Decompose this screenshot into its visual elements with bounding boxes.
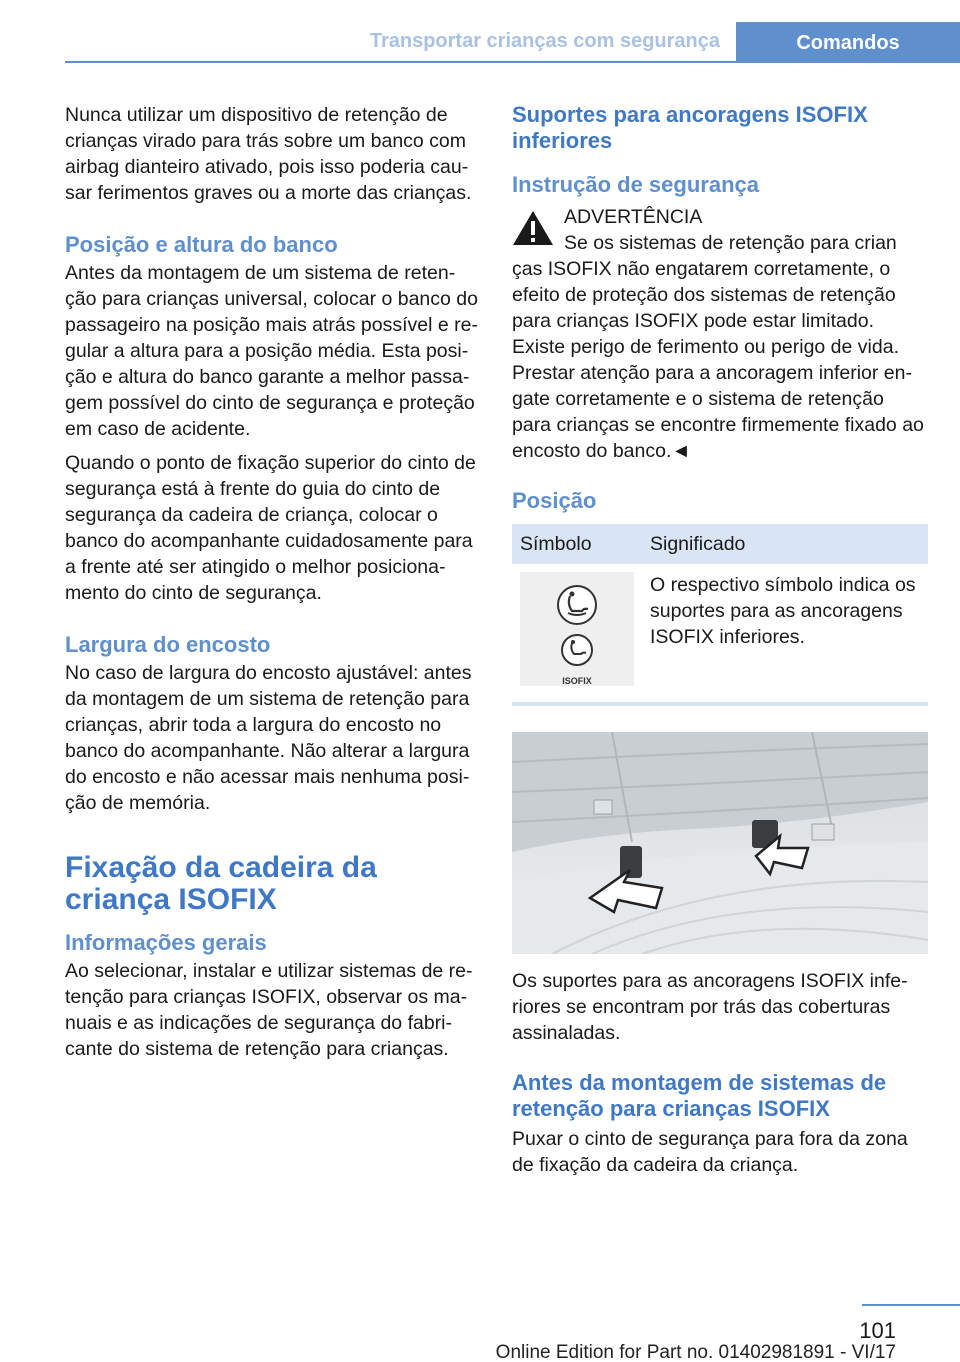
heading-backrest-width: Largura do encosto — [65, 632, 271, 657]
header-chapter-tab[interactable]: Comandos — [736, 22, 960, 62]
header-section-title: Transportar crianças com segurança — [369, 30, 720, 52]
table-cell-symbol — [512, 564, 642, 694]
table-row — [512, 564, 928, 694]
footer-rule — [862, 1304, 960, 1306]
paragraph-seat-position-2: Quando o ponto de fixação superior do cinto de segurança está à frente do guia do cinto de segurança da cadeira de criança, colocar o banco do acompanhante cuidadosamente para a frente até ser atingido o melhor posicionamento do cinto de segurança. — [65, 452, 476, 604]
table-bottom-rule — [512, 702, 928, 706]
paragraph-general-info: Ao selecionar, instalar e utilizar sistemas de retenção para crianças ISOFIX, observar os manuais e as indicações de segurança do fabricante do sistema de retenção para crianças. — [65, 960, 473, 1060]
symbol-table — [512, 524, 928, 694]
left-column — [65, 102, 480, 1070]
page-header — [0, 0, 960, 62]
heading-isofix-fixation: Fixação da cadeira da criança ISOFIX — [65, 851, 377, 916]
rear-seat-isofix-photo — [512, 732, 928, 954]
intro-paragraph: Nunca utilizar um dispositivo de retenção de crianças virado para trás sobre um banco com airbag dianteiro ativado, pois isso poderia causar ferimentos graves ou a morte das crianças. — [65, 104, 472, 204]
paragraph-backrest-width: No caso de largura do encosto ajustável: antes da montagem de um sistema de retenção para crianças, abrir toda a largura do encosto no banco do acompanhante. Não alterar a largura do encosto e não acessar mais nenhuma posição de memória. — [65, 662, 472, 814]
table-header-meaning: Significado — [642, 524, 928, 564]
isofix-icon-label: ISOFIX — [562, 676, 592, 686]
warning-triangle-icon — [512, 210, 554, 246]
heading-isofix-supports: Suportes para ancoragens ISOFIX inferiores — [512, 102, 868, 153]
heading-safety-instruction: Instrução de segurança — [512, 172, 759, 197]
warning-text: ças ISOFIX não engatarem corretamente, o efeito de proteção dos sistemas de retenção para crianças ISOFIX pode estar limitado. Existe perigo de ferimento ou perigo de vida. Prestar atenção para a ancoragem inferior engate corretamente e o sistema de retenção para crianças se encontre firmemente fixado ao encosto do banco.◄ — [512, 258, 924, 462]
heading-before-mounting: Antes da montagem de sistemas de retenção para crianças ISOFIX — [512, 1070, 887, 1121]
edition-note: Online Edition for Part no. 01402981891 - VI/17 — [495, 1342, 896, 1362]
table-cell-meaning: O respectivo símbolo indica os suportes para as ancoragens ISOFIX inferiores. — [650, 574, 916, 648]
heading-general-info: Informações gerais — [65, 930, 267, 955]
page-number: 101 — [859, 1318, 896, 1343]
table-header-symbol: Símbolo — [512, 524, 642, 564]
paragraph-before-mounting: Puxar o cinto de segurança para fora da zona de fixação da cadeira da criança. — [512, 1128, 908, 1176]
warning-title: ADVERTÊNCIA — [564, 206, 703, 228]
right-column — [512, 102, 927, 1186]
warning-block — [512, 204, 927, 464]
isofix-symbol-box — [520, 572, 634, 686]
heading-seat-position: Posição e altura do banco — [65, 232, 338, 257]
warning-text-first-line: Se os sistemas de retenção para crian — [564, 232, 897, 254]
table-header-row — [512, 524, 928, 564]
paragraph-seat-position-1: Antes da montagem de um sistema de retenção para crianças universal, colocar o banco do passageiro na posição mais atrás possível e regular a altura para a posição média. Esta posição e altura do banco garante a melhor passagem possível do cinto de segurança e proteção em caso de acidente. — [65, 262, 478, 440]
paragraph-isofix-supports: Os suportes para as ancoragens ISOFIX inferiores se encontram por trás das coberturas assinaladas. — [512, 970, 908, 1044]
header-rule — [65, 61, 960, 63]
heading-position: Posição — [512, 488, 597, 513]
